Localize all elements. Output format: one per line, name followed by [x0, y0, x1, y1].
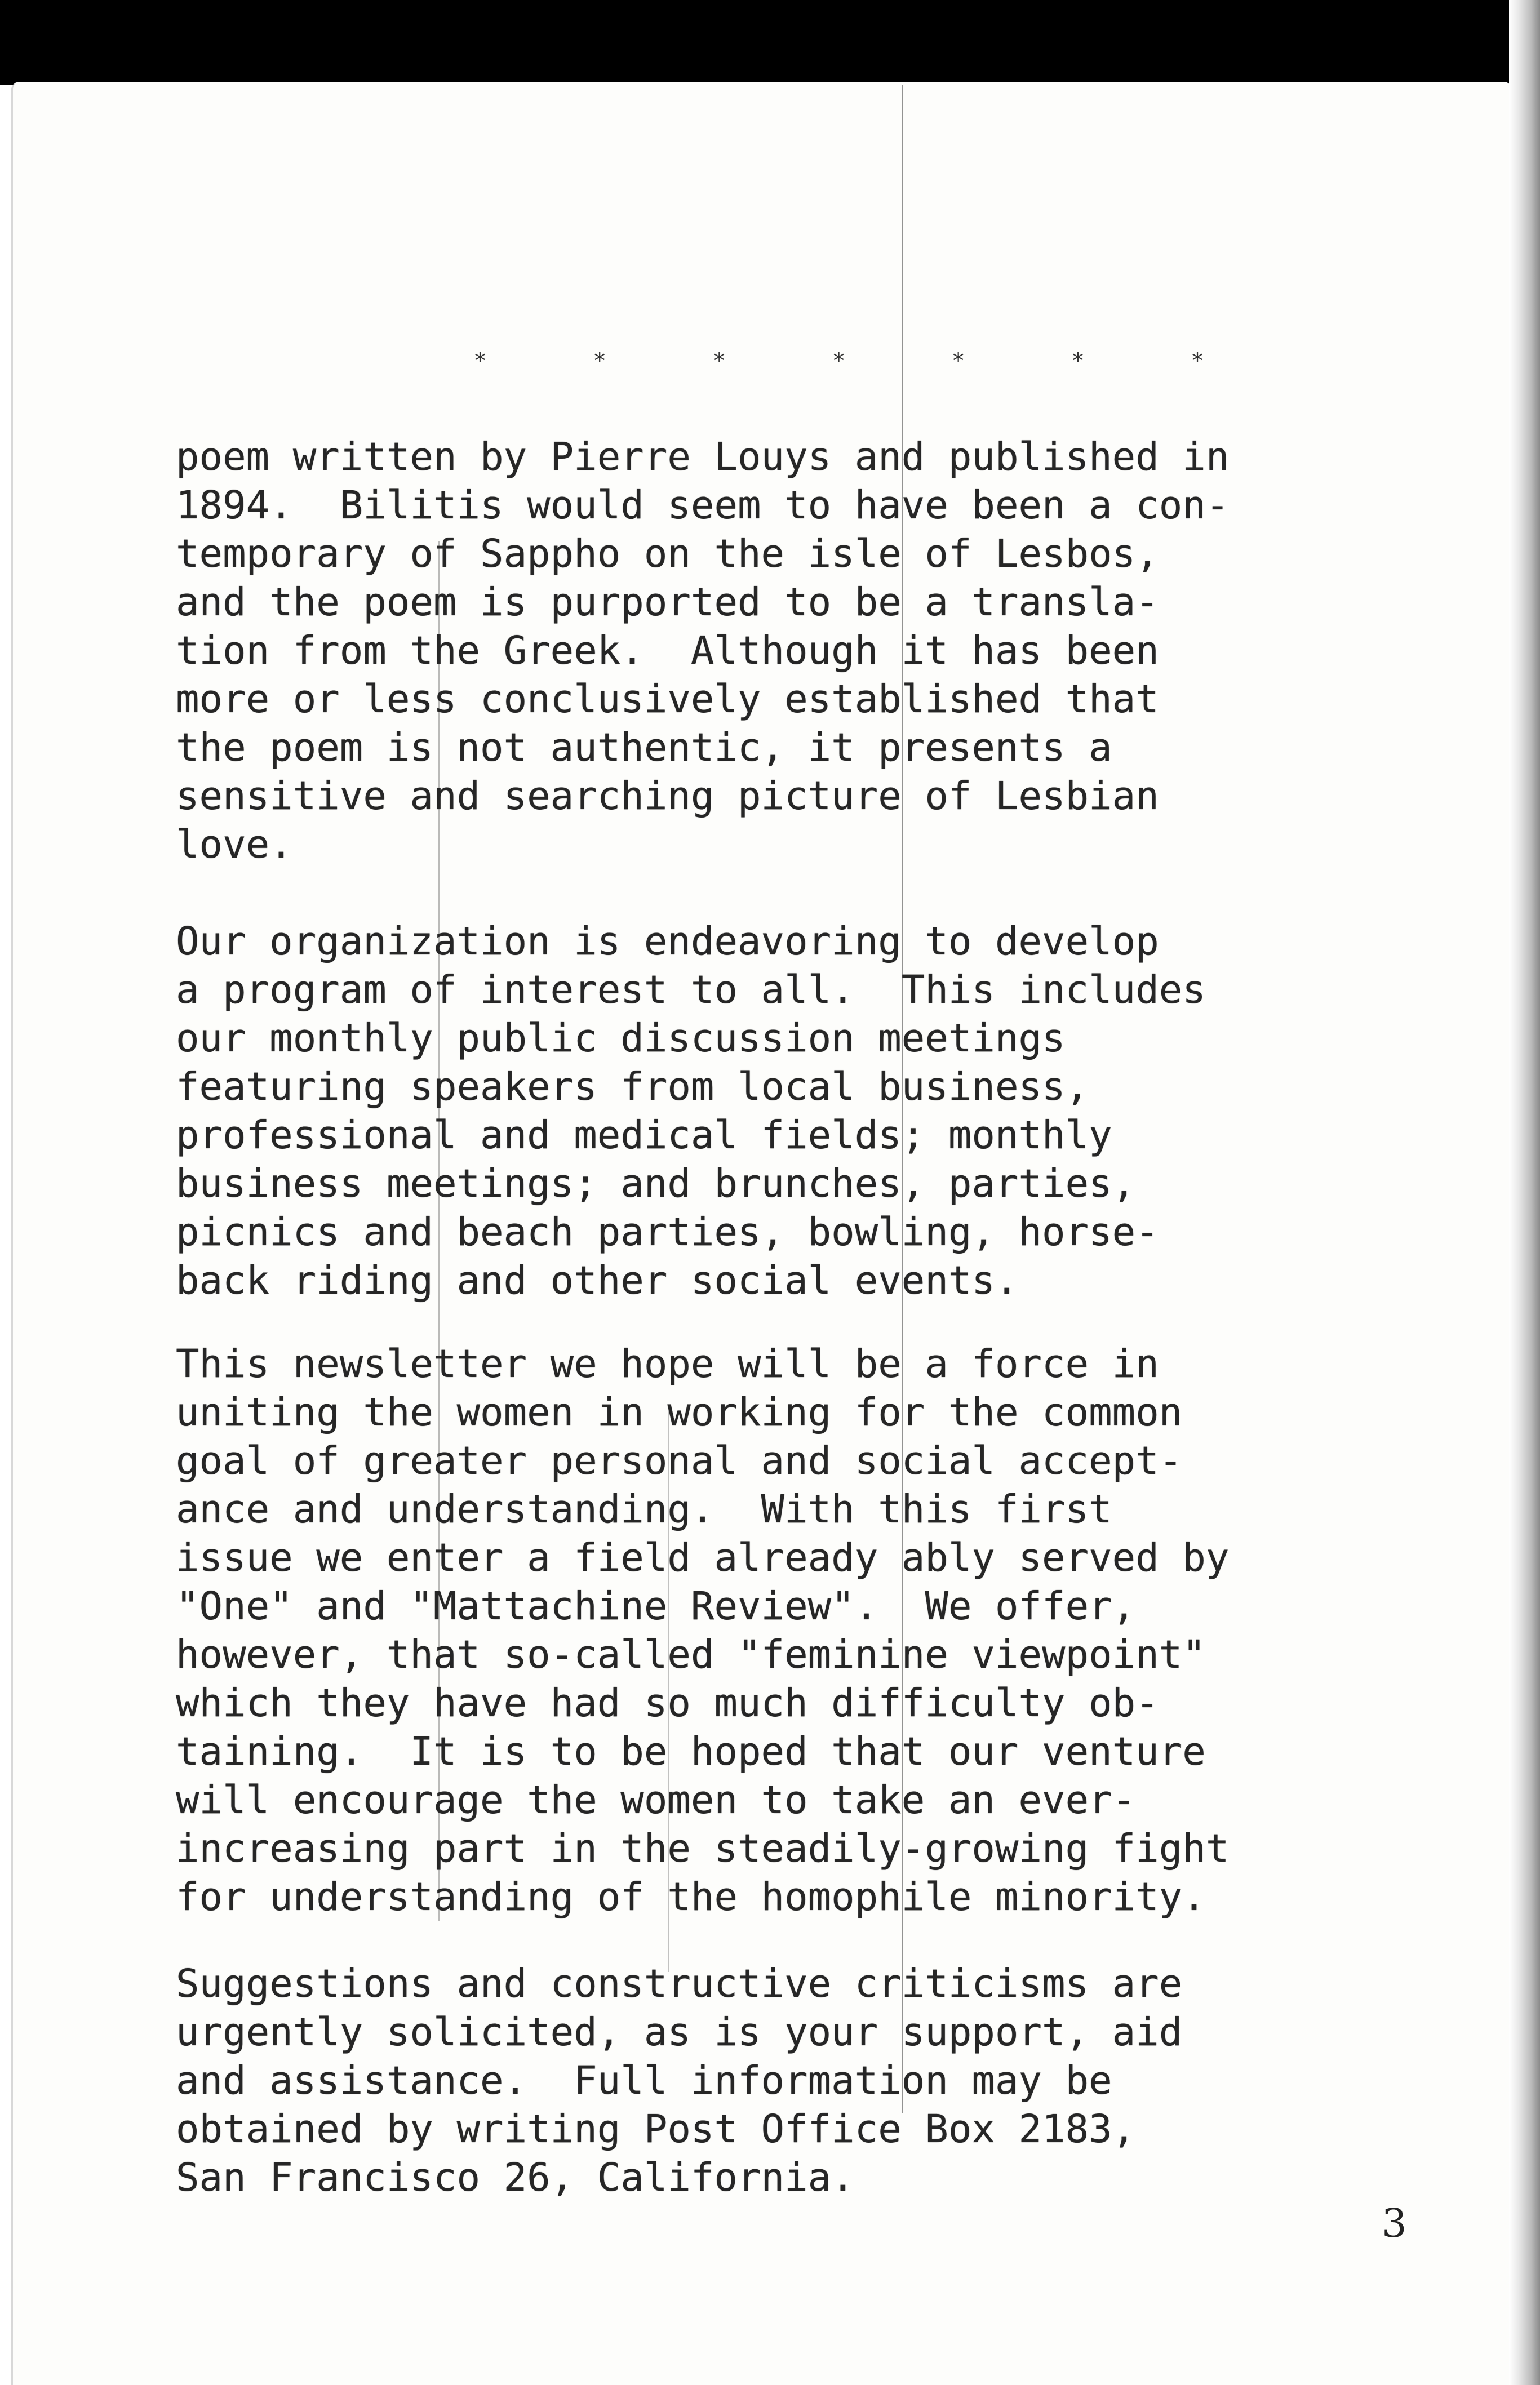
text-line: urgently solicited, as is your support, aid [176, 2010, 1183, 2055]
text-line: professional and medical fields; monthly [176, 1113, 1112, 1158]
paragraph-bilitis [176, 433, 1472, 869]
text-line: "One" and "Mattachine Review". We offer, [176, 1584, 1136, 1629]
text-line: increasing part in the steadily-growing fight [176, 1826, 1230, 1871]
text-line: goal of greater personal and social accept- [176, 1438, 1183, 1484]
paragraph-newsletter-purpose [176, 1340, 1472, 1921]
text-line: temporary of Sappho on the isle of Lesbos, [176, 531, 1159, 576]
text-line: Suggestions and constructive criticisms are [176, 1961, 1183, 2006]
text-line: our monthly public discussion meetings [176, 1016, 1066, 1061]
text-line: obtained by writing Post Office Box 2183, [176, 2107, 1136, 2152]
text-line: and assistance. Full information may be [176, 2058, 1112, 2103]
text-line: business meetings; and brunches, parties, [176, 1161, 1136, 1206]
text-line: the poem is not authentic, it presents a [176, 725, 1112, 770]
text-line: more or less conclusively established that [176, 677, 1159, 722]
text-line: uniting the women in working for the common [176, 1390, 1183, 1435]
text-line: tion from the Greek. Although it has been [176, 628, 1159, 673]
text-line: back riding and other social events. [176, 1258, 1019, 1303]
text-line: featuring speakers from local business, [176, 1064, 1089, 1109]
text-line: taining. It is to be hoped that our venture [176, 1729, 1206, 1774]
text-line: Our organization is endeavoring to develop [176, 919, 1159, 964]
text-line: picnics and beach parties, bowling, horse- [176, 1210, 1159, 1255]
paragraph-organization-program [176, 917, 1472, 1305]
text-line: This newsletter we hope will be a force in [176, 1342, 1159, 1387]
text-line: poem written by Pierre Louys and published in [176, 434, 1230, 479]
text-line: and the poem is purported to be a transla- [176, 580, 1159, 625]
text-line: will encourage the women to take an ever- [176, 1778, 1136, 1823]
text-line: San Francisco 26, California. [176, 2155, 855, 2200]
text-line: ance and understanding. With this first [176, 1487, 1112, 1532]
text-line: however, that so-called "feminine viewpoint" [176, 1632, 1206, 1677]
paragraph-contact-information [176, 1960, 1472, 2202]
text-line: issue we enter a field already ably served by [176, 1535, 1230, 1580]
scan-border-right [1509, 0, 1540, 2385]
text-line: sensitive and searching picture of Lesbian [176, 774, 1159, 819]
text-line: love. [176, 822, 293, 867]
scan-border-top [0, 0, 1540, 85]
text-line: which they have had so much difficulty ob- [176, 1681, 1159, 1726]
text-line: a program of interest to all. This includes [176, 967, 1206, 1012]
text-line: 1894. Bilitis would seem to have been a con- [176, 483, 1230, 528]
section-divider-asterisks: * * * * * * * [473, 348, 1251, 374]
page-number: 3 [1382, 2200, 1407, 2246]
text-line: for understanding of the homophile minority. [176, 1875, 1206, 1920]
